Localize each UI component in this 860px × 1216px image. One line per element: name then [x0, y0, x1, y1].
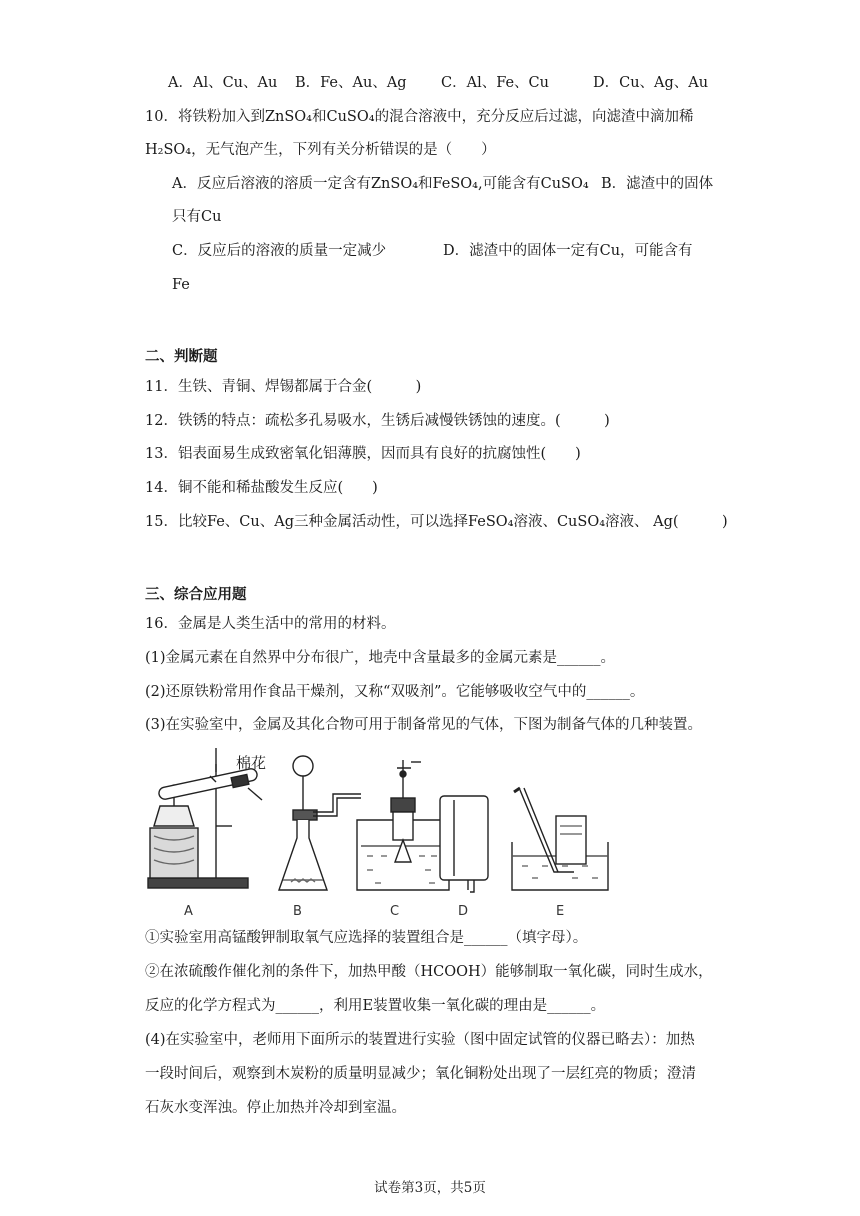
question-16-part3-ii-line1: ②在浓硫酸作催化剂的条件下，加热甲酸（HCOOH）能够制取一氧化碳，同时生成水，: [145, 964, 713, 980]
figure-label-b: B: [293, 904, 302, 919]
figure-label-a: A: [184, 904, 193, 919]
apparatus-b: [279, 756, 361, 890]
q9-option-a: A．Al、Cu、Au: [168, 75, 278, 91]
question-13: 13．铝表面易生成致密氧化铝薄膜，因而具有良好的抗腐蚀性( ): [145, 446, 581, 462]
question-16-part3-i: ①实验室用高锰酸钾制取氧气应选择的装置组合是______（填字母）。: [145, 930, 588, 946]
apparatus-d: [440, 796, 488, 892]
question-16-part4-line3: 石灰水变浑浊。停止加热并冷却到室温。: [145, 1100, 406, 1116]
cotton-label: 棉花: [236, 754, 267, 772]
question-16-part4-line2: 一段时间后，观察到木炭粉的质量明显减少；氧化铜粉处出现了一层红亮的物质；澄清: [145, 1066, 696, 1082]
question-15: 15．比较Fe、Cu、Ag三种金属活动性，可以选择FeSO₄溶液、CuSO₄溶液、 Ag( ): [145, 514, 728, 530]
figure-label-d: D: [458, 904, 469, 919]
question-11: 11．生铁、青铜、焊锡都属于合金( ): [145, 379, 422, 395]
figure-label-e: E: [556, 904, 565, 919]
question-16-part1: (1)金属元素在自然界中分布很广，地壳中含量最多的金属元素是______。: [145, 650, 616, 666]
q10-option-a: A．反应后溶液的溶质一定含有ZnSO₄和FeSO₄,可能含有CuSO₄: [172, 176, 589, 192]
question-12: 12．铁锈的特点：疏松多孔易吸水，生锈后减慢铁锈蚀的速度。( ): [145, 413, 610, 429]
page-footer: 试卷第3页，共5页: [374, 1180, 486, 1196]
q10-stem-line2: H₂SO₄，无气泡产生，下列有关分析错误的是（ ）: [145, 142, 496, 158]
apparatus-figure: [140, 738, 730, 920]
q10-option-d-part2: Fe: [172, 277, 190, 293]
apparatus-drawing: [140, 738, 730, 920]
question-14: 14．铜不能和稀盐酸发生反应( ): [145, 480, 378, 496]
q9-option-c: C．Al、Fe、Cu: [441, 75, 549, 91]
question-16-stem: 16．金属是人类生活中的常用的材料。: [145, 616, 396, 632]
section-title-judgement: 二、判断题: [145, 349, 218, 365]
q9-option-d: D．Cu、Ag、Au: [593, 75, 709, 91]
figure-label-c: C: [390, 904, 400, 919]
question-16-part3-ii-line2: 反应的化学方程式为______，利用E装置收集一氧化碳的理由是______。: [145, 998, 606, 1014]
question-16-part2: (2)还原铁粉常用作食品干燥剂，又称“双吸剂”。它能够吸收空气中的______。: [145, 684, 645, 700]
q9-option-b: B．Fe、Au、Ag: [295, 75, 407, 91]
q10-option-c: C．反应后的溶液的质量一定减少: [172, 243, 387, 259]
q10-option-b-part2: 只有Cu: [172, 209, 222, 225]
section-title-application: 三、综合应用题: [145, 587, 247, 603]
q10-stem-line1: 10．将铁粉加入到ZnSO₄和CuSO₄的混合溶液中，充分反应后过滤，向滤渣中滴加稀: [145, 109, 694, 125]
apparatus-c: [357, 760, 449, 890]
q10-option-d-part1: D．滤渣中的固体一定有Cu，可能含有: [443, 243, 693, 259]
question-16-part3: (3)在实验室中，金属及其化合物可用于制备常见的气体，下图为制备气体的几种装置。: [145, 717, 703, 733]
q10-option-b-part1: B．滤渣中的固体: [601, 176, 714, 192]
question-16-part4-line1: (4)在实验室中，老师用下面所示的装置进行实验（图中固定试管的仪器已略去）：加热: [145, 1032, 695, 1048]
apparatus-e: [512, 788, 608, 890]
